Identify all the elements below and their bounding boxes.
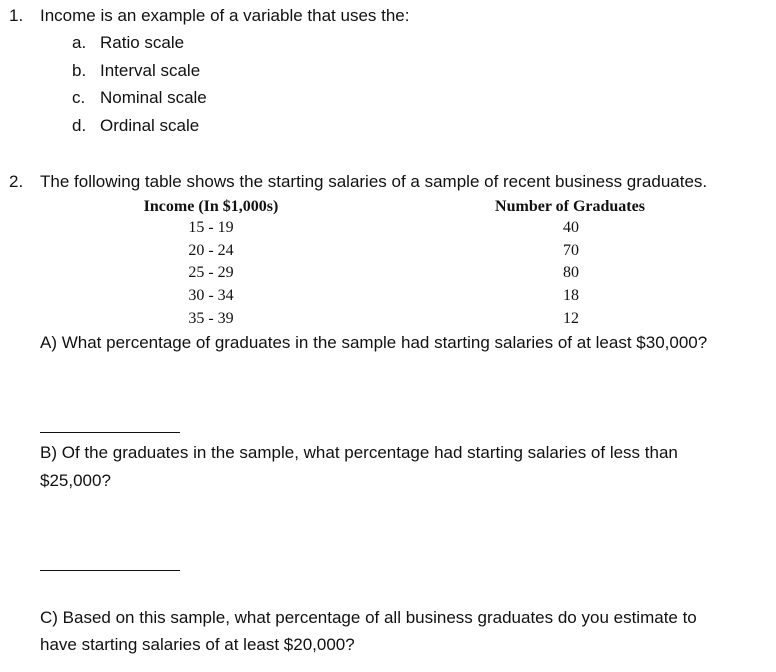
table-cell-income: 25 - 29 [188, 264, 234, 281]
q2-text: The following table shows the starting salaries of a sample of recent business graduates. [40, 172, 708, 191]
q2-part-a: A) What percentage of graduates in the sample had starting salaries of at least $30,000? [40, 333, 708, 352]
answer-blank-b[interactable] [40, 570, 180, 571]
table-cell-count: 18 [563, 287, 579, 304]
table-cell-count: 80 [563, 264, 579, 281]
q1-option-c-letter: c. [72, 88, 86, 107]
q2-part-b-line1: B) Of the graduates in the sample, what percentage had starting salaries of less than [40, 443, 678, 462]
q1-option-d-letter: d. [72, 116, 87, 135]
table-cell-income: 20 - 24 [188, 242, 234, 259]
q1-option-a: Ratio scale [100, 33, 185, 52]
table-header-income: Income (In $1,000s) [143, 198, 279, 215]
q1-option-c: Nominal scale [100, 88, 207, 107]
q2-number: 2. [9, 172, 24, 191]
table-cell-count: 70 [563, 242, 579, 259]
q1-option-a-letter: a. [72, 33, 87, 52]
q1-option-b-letter: b. [72, 61, 87, 80]
answer-blank-a[interactable] [40, 432, 180, 433]
table-cell-count: 12 [563, 310, 579, 327]
table-cell-income: 15 - 19 [188, 219, 234, 236]
table-cell-count: 40 [563, 219, 579, 236]
table-cell-income: 30 - 34 [188, 287, 234, 304]
table-cell-income: 35 - 39 [188, 310, 234, 327]
q1-option-d: Ordinal scale [100, 116, 200, 135]
q2-part-c-line2: have starting salaries of at least $20,000? [40, 635, 355, 654]
q1-number: 1. [9, 6, 24, 25]
q1-option-b: Interval scale [100, 61, 201, 80]
q2-part-b-line2: $25,000? [40, 471, 111, 490]
table-header-graduates: Number of Graduates [495, 198, 645, 215]
q1-text: Income is an example of a variable that uses the: [40, 6, 410, 25]
q2-part-c-line1: C) Based on this sample, what percentage of all business graduates do you estimate to [40, 608, 697, 627]
